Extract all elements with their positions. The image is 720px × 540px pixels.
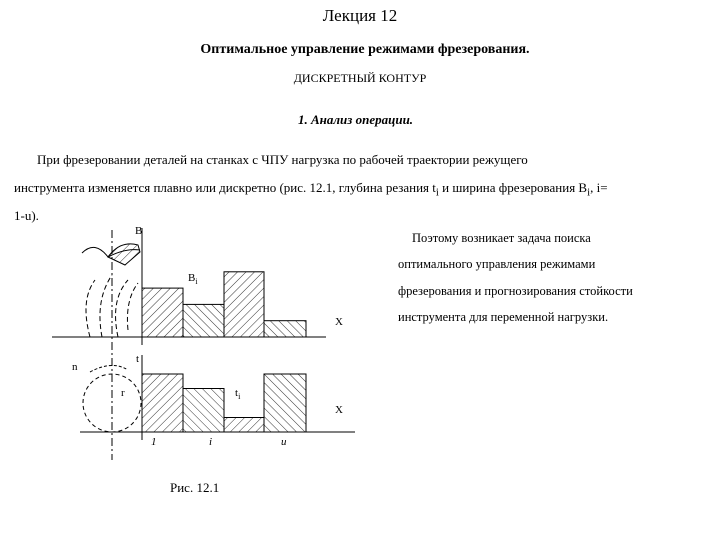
right-text-line: Поэтому возникает задача поиска <box>412 231 591 245</box>
bi-sub: i <box>195 277 198 286</box>
text: инструмента изменяется плавно или дискретно (рис. 12.1, глубина резания t <box>14 180 436 195</box>
depth-bar-t <box>142 374 183 432</box>
load-bar-b <box>264 321 306 337</box>
t-axis-label: t <box>136 353 140 365</box>
text: и ширина фрезерования B <box>438 180 588 195</box>
figure-caption: Рис. 12.1 <box>170 480 220 495</box>
load-bar-b <box>183 304 224 337</box>
subscript: i <box>435 186 439 199</box>
depth-bar-t <box>183 389 224 433</box>
x-top-label: X <box>335 316 343 328</box>
load-bar-b <box>224 272 264 337</box>
tick-u: u <box>281 436 287 448</box>
ti-label <box>235 387 241 401</box>
text: , i= <box>590 180 608 195</box>
right-text-line: инструмента для переменной нагрузки. <box>398 310 609 324</box>
chip-area <box>108 244 140 265</box>
right-text-line: оптимального управления режимами <box>398 257 596 271</box>
paragraph-line: При фрезеровании деталей на станках с ЧПУ нагрузка по рабочей траектории режущего <box>37 152 528 167</box>
b-axis-label: B <box>135 225 143 237</box>
x-bottom-label: X <box>335 404 343 416</box>
paragraph-line: 1-u). <box>14 208 39 223</box>
right-text-line: фрезерования и прогнозирования стойкости <box>398 284 633 298</box>
bi-letter: B <box>188 272 196 284</box>
load-bar-b <box>142 288 183 337</box>
subscript: i <box>587 186 591 199</box>
section-text: 1. Анализ операции. <box>298 112 414 127</box>
topic-heading: Оптимальное управление режимами фрезерования. <box>200 42 530 57</box>
n-label: n <box>72 361 78 373</box>
rotation-arrow <box>90 365 128 372</box>
bi-label <box>188 272 198 286</box>
tick-i: i <box>209 436 213 448</box>
depth-bar-t <box>224 418 264 433</box>
ti-letter: t <box>235 387 239 399</box>
contour-heading: ДИСКРЕТНЫЙ КОНТУР <box>293 71 427 85</box>
ti-sub: i <box>238 392 241 401</box>
depth-bar-t <box>264 374 306 432</box>
lecture-title: Лекция 12 <box>322 6 398 25</box>
r-label: r <box>121 387 125 399</box>
tick-1: 1 <box>151 436 157 448</box>
